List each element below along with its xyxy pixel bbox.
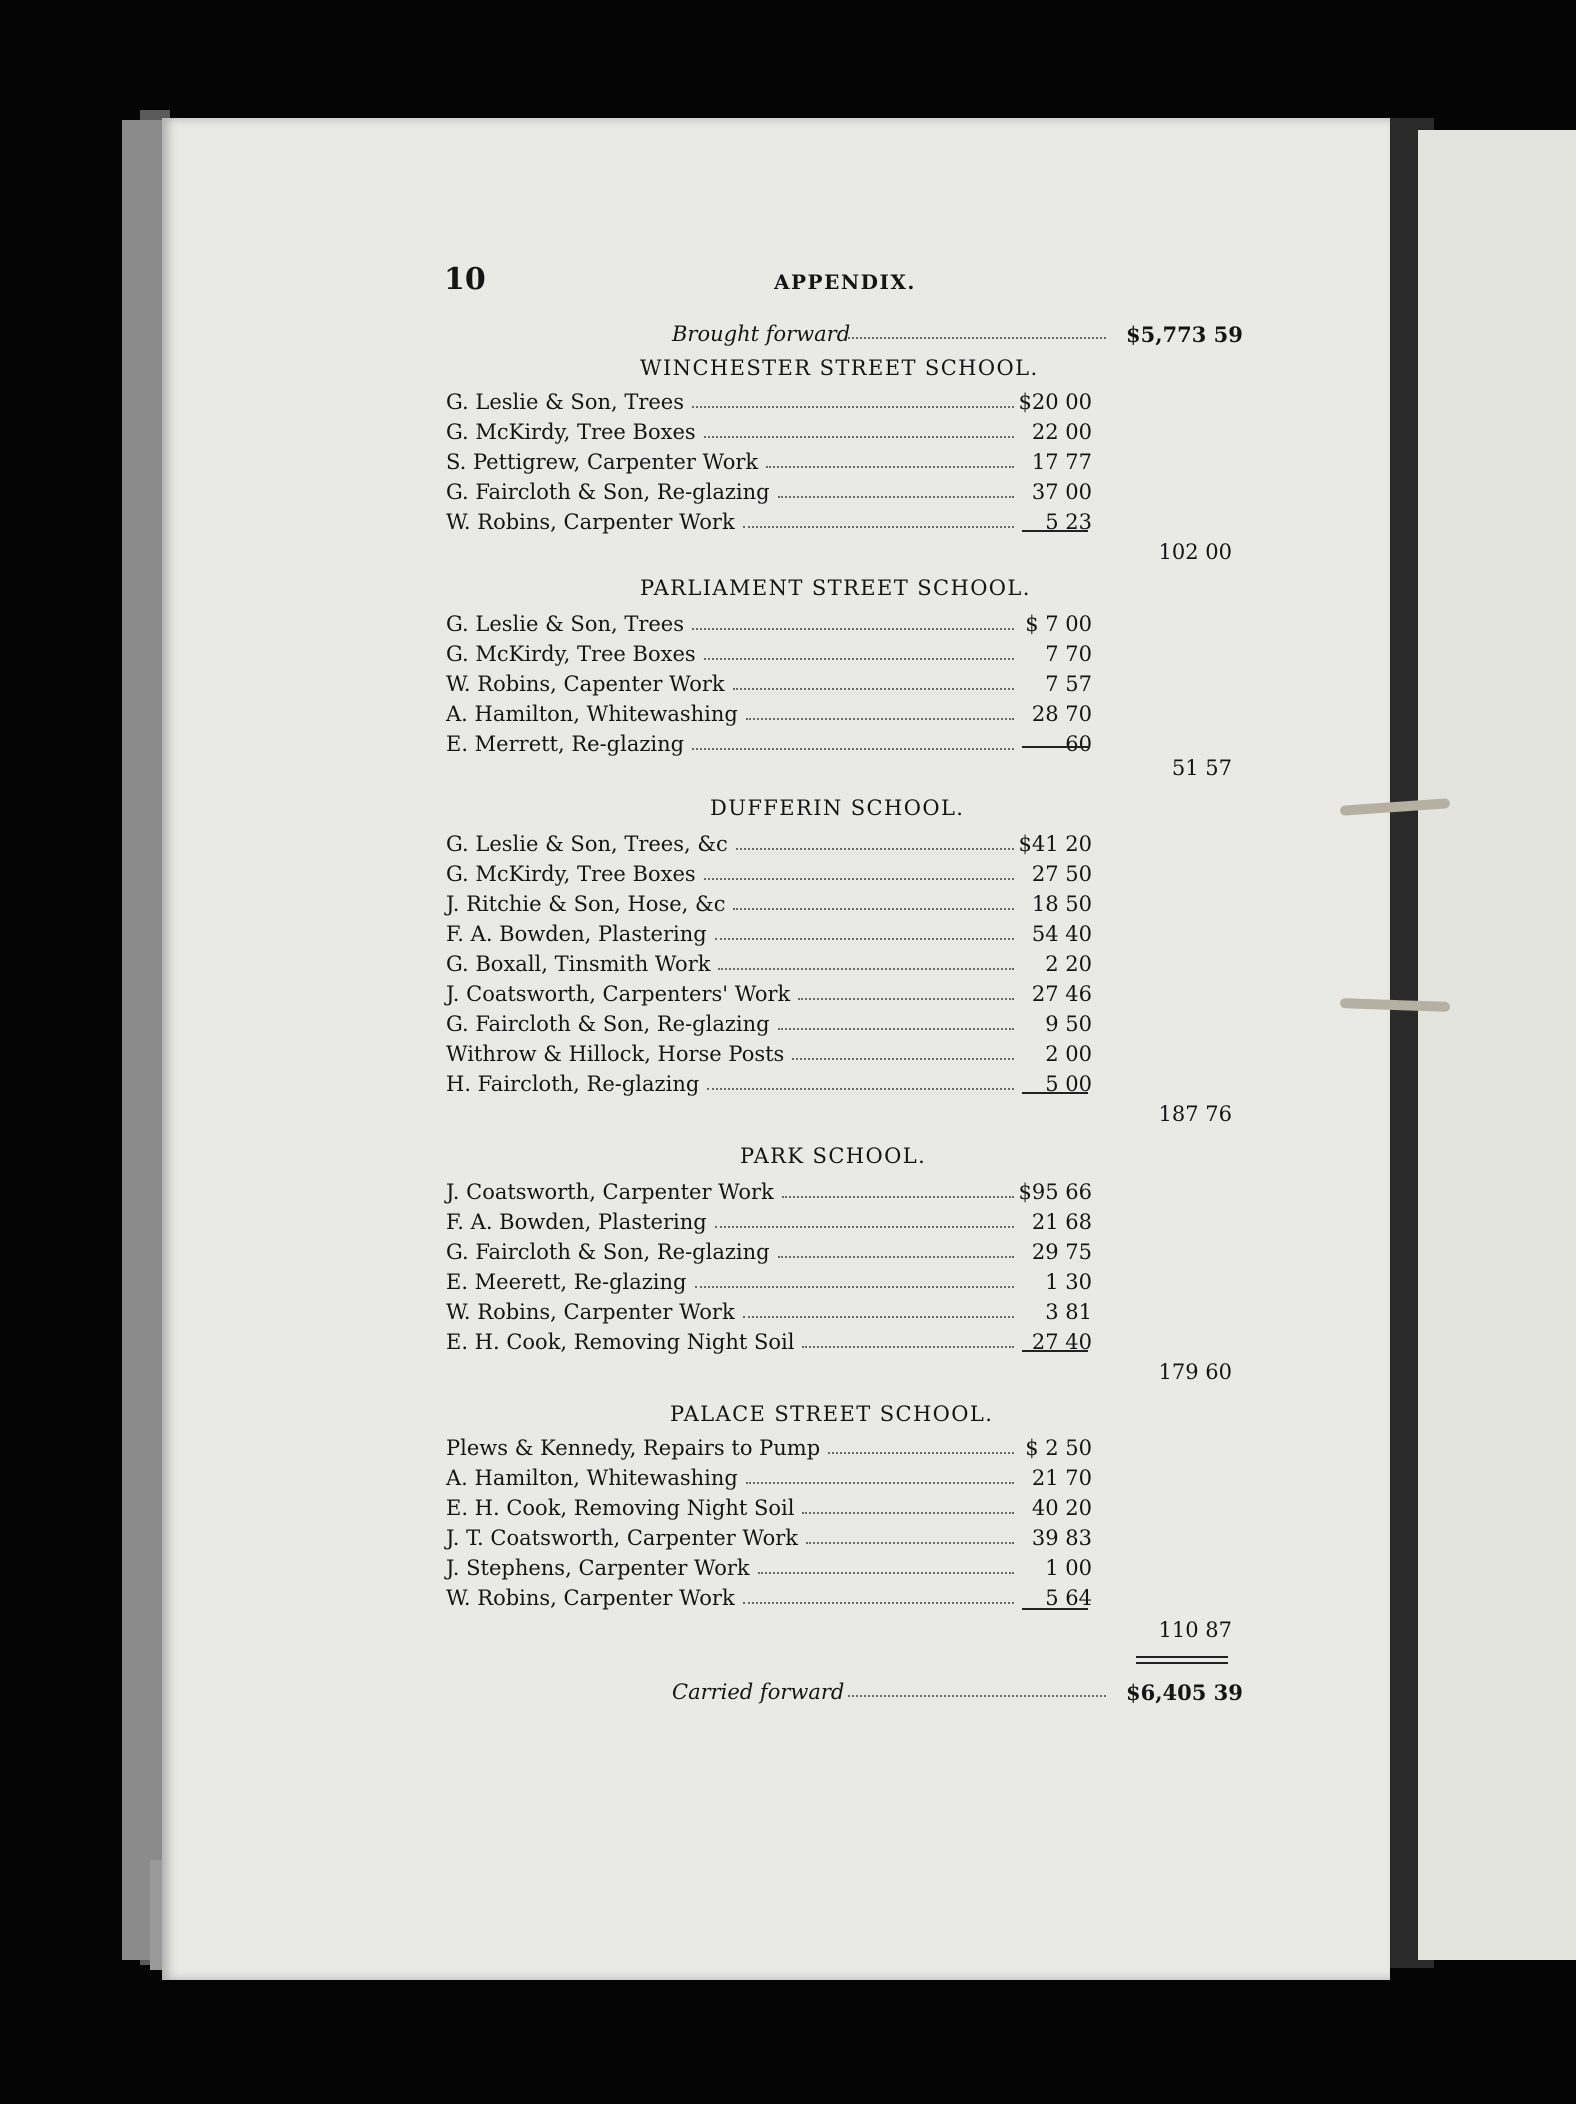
dot-leader	[778, 1028, 1014, 1030]
ledger-row	[446, 1466, 1092, 1496]
item-amount: 5 64	[1045, 1586, 1092, 1610]
section-heading: PARLIAMENT STREET SCHOOL.	[640, 576, 1031, 600]
item-amount: 7 57	[1045, 672, 1092, 696]
payee-name: G. Leslie & Son, Trees, &c	[446, 832, 728, 856]
ledger-row	[446, 450, 1092, 480]
subtotal-rule	[1022, 1350, 1088, 1352]
item-amount: 1 30	[1045, 1270, 1092, 1294]
item-amount: 9 50	[1045, 1012, 1092, 1036]
ledger-row	[446, 922, 1092, 952]
payee-name: J. T. Coatsworth, Carpenter Work	[446, 1526, 798, 1550]
section-total: 110 87	[1158, 1618, 1232, 1642]
payee-name: S. Pettigrew, Carpenter Work	[446, 450, 759, 474]
item-amount: 2 20	[1045, 952, 1092, 976]
payee-name: G. McKirdy, Tree Boxes	[446, 642, 696, 666]
ledger-row	[446, 390, 1092, 420]
dot-leader	[782, 1196, 1014, 1198]
ledger-row	[446, 1300, 1092, 1330]
dot-leader	[792, 1058, 1014, 1060]
page-heading: APPENDIX.	[774, 270, 916, 294]
ledger-row	[446, 732, 1092, 762]
dot-leader	[715, 938, 1014, 940]
section-total: 51 57	[1171, 756, 1232, 780]
dot-leader	[718, 968, 1014, 970]
payee-name: W. Robins, Capenter Work	[446, 672, 725, 696]
payee-name: E. Merrett, Re-glazing	[446, 732, 685, 756]
item-amount: 28 70	[1031, 702, 1092, 726]
ledger-row	[446, 952, 1092, 982]
ledger-row	[446, 672, 1092, 702]
ledger-row	[446, 1240, 1092, 1270]
item-amount: 29 75	[1031, 1240, 1092, 1264]
carried-forward-label: Carried forward	[672, 1680, 845, 1704]
item-amount: 27 40	[1031, 1330, 1092, 1354]
payee-name: F. A. Bowden, Plastering	[446, 922, 707, 946]
item-amount: 39 83	[1031, 1526, 1092, 1550]
dot-leader	[715, 1226, 1014, 1228]
section-total: 179 60	[1158, 1360, 1232, 1384]
ledger-row	[446, 1180, 1092, 1210]
dot-leader	[743, 1602, 1014, 1604]
item-amount: $95 66	[1018, 1180, 1092, 1204]
payee-name: G. McKirdy, Tree Boxes	[446, 862, 696, 886]
item-amount: 21 68	[1031, 1210, 1092, 1234]
dot-leader	[704, 878, 1014, 880]
ledger-row	[446, 1586, 1092, 1616]
payee-name: G. Leslie & Son, Trees	[446, 612, 685, 636]
section-total: 102 00	[1158, 540, 1232, 564]
ledger-row	[446, 1526, 1092, 1556]
section-total: 187 76	[1158, 1102, 1232, 1126]
ledger-row	[446, 510, 1092, 540]
section-heading: DUFFERIN SCHOOL.	[710, 796, 965, 820]
ledger-row	[446, 862, 1092, 892]
payee-name: J. Coatsworth, Carpenter Work	[446, 1180, 774, 1204]
carried-forward-amount: $6,405 39	[1126, 1680, 1243, 1705]
section-heading: WINCHESTER STREET SCHOOL.	[640, 356, 1039, 380]
carried-forward-leader	[848, 1695, 1106, 1697]
item-amount: 18 50	[1031, 892, 1092, 916]
dot-leader	[778, 1256, 1014, 1258]
brought-forward-amount: $5,773 59	[1126, 322, 1243, 347]
payee-name: W. Robins, Carpenter Work	[446, 1586, 735, 1610]
page-number: 10	[444, 262, 486, 297]
payee-name: Plews & Kennedy, Repairs to Pump	[446, 1436, 821, 1460]
item-amount: 37 00	[1031, 480, 1092, 504]
payee-name: A. Hamilton, Whitewashing	[446, 702, 738, 726]
brought-forward-label: Brought forward	[672, 322, 851, 346]
grand-total-rule	[1136, 1656, 1228, 1658]
dot-leader	[707, 1088, 1014, 1090]
dot-leader	[746, 718, 1014, 720]
payee-name: F. A. Bowden, Plastering	[446, 1210, 707, 1234]
dot-leader	[758, 1572, 1014, 1574]
dot-leader	[704, 658, 1014, 660]
brought-forward-leader	[848, 337, 1106, 339]
item-amount: 60	[1065, 732, 1092, 756]
dot-leader	[766, 466, 1014, 468]
dot-leader	[802, 1512, 1014, 1514]
section-heading: PALACE STREET SCHOOL.	[670, 1402, 994, 1426]
item-amount: 22 00	[1031, 420, 1092, 444]
dot-leader	[692, 406, 1014, 408]
payee-name: J. Stephens, Carpenter Work	[446, 1556, 750, 1580]
dot-leader	[743, 526, 1014, 528]
item-amount: 1 00	[1045, 1556, 1092, 1580]
ledger-row	[446, 982, 1092, 1012]
payee-name: W. Robins, Carpenter Work	[446, 1300, 735, 1324]
item-amount: 3 81	[1045, 1300, 1092, 1324]
grand-total-rule	[1136, 1662, 1228, 1664]
ledger-row	[446, 1330, 1092, 1360]
dot-leader	[695, 1286, 1014, 1288]
payee-name: J. Ritchie & Son, Hose, &c	[446, 892, 726, 916]
payee-name: G. Boxall, Tinsmith Work	[446, 952, 711, 976]
ledger-row	[446, 1270, 1092, 1300]
item-amount: 21 70	[1031, 1466, 1092, 1490]
item-amount: 5 23	[1045, 510, 1092, 534]
dot-leader	[736, 848, 1014, 850]
item-amount: 27 46	[1031, 982, 1092, 1006]
payee-name: E. H. Cook, Removing Night Soil	[446, 1496, 795, 1520]
ledger-row	[446, 642, 1092, 672]
dot-leader	[743, 1316, 1014, 1318]
item-amount: 2 00	[1045, 1042, 1092, 1066]
ledger-row	[446, 612, 1092, 642]
subtotal-rule	[1022, 1092, 1088, 1094]
payee-name: E. Meerett, Re-glazing	[446, 1270, 687, 1294]
payee-name: E. H. Cook, Removing Night Soil	[446, 1330, 795, 1354]
payee-name: A. Hamilton, Whitewashing	[446, 1466, 738, 1490]
dot-leader	[746, 1482, 1014, 1484]
dot-leader	[806, 1542, 1014, 1544]
item-amount: 7 70	[1045, 642, 1092, 666]
payee-name: H. Faircloth, Re-glazing	[446, 1072, 700, 1096]
payee-name: G. Faircloth & Son, Re-glazing	[446, 1240, 770, 1264]
item-amount: $41 20	[1018, 832, 1092, 856]
ledger-row	[446, 832, 1092, 862]
ledger-row	[446, 1436, 1092, 1466]
payee-name: J. Coatsworth, Carpenters' Work	[446, 982, 791, 1006]
payee-name: W. Robins, Carpenter Work	[446, 510, 735, 534]
dot-leader	[704, 436, 1014, 438]
item-amount: $ 7 00	[1025, 612, 1092, 636]
dot-leader	[798, 998, 1014, 1000]
ledger-row	[446, 420, 1092, 450]
ledger-row	[446, 480, 1092, 510]
ledger-row	[446, 1556, 1092, 1586]
ledger-row	[446, 1496, 1092, 1526]
item-amount: $ 2 50	[1025, 1436, 1092, 1460]
dot-leader	[733, 688, 1014, 690]
subtotal-rule	[1022, 530, 1088, 532]
dot-leader	[733, 908, 1014, 910]
payee-name: G. Faircloth & Son, Re-glazing	[446, 1012, 770, 1036]
item-amount: 17 77	[1031, 450, 1092, 474]
subtotal-rule	[1022, 746, 1088, 748]
dot-leader	[692, 628, 1014, 630]
payee-name: Withrow & Hillock, Horse Posts	[446, 1042, 785, 1066]
ledger-row	[446, 1072, 1092, 1102]
dot-leader	[802, 1346, 1014, 1348]
item-amount: 40 20	[1031, 1496, 1092, 1520]
section-heading: PARK SCHOOL.	[740, 1144, 927, 1168]
ledger-row	[446, 702, 1092, 732]
item-amount: 54 40	[1031, 922, 1092, 946]
ledger-row	[446, 1210, 1092, 1240]
dot-leader	[692, 748, 1014, 750]
item-amount: $20 00	[1018, 390, 1092, 414]
payee-name: G. McKirdy, Tree Boxes	[446, 420, 696, 444]
payee-name: G. Faircloth & Son, Re-glazing	[446, 480, 770, 504]
item-amount: 5 00	[1045, 1072, 1092, 1096]
subtotal-rule	[1022, 1608, 1088, 1610]
ledger-row	[446, 1042, 1092, 1072]
dot-leader	[828, 1452, 1014, 1454]
ledger-row	[446, 892, 1092, 922]
item-amount: 27 50	[1031, 862, 1092, 886]
ledger-row	[446, 1012, 1092, 1042]
dot-leader	[778, 496, 1014, 498]
payee-name: G. Leslie & Son, Trees	[446, 390, 685, 414]
